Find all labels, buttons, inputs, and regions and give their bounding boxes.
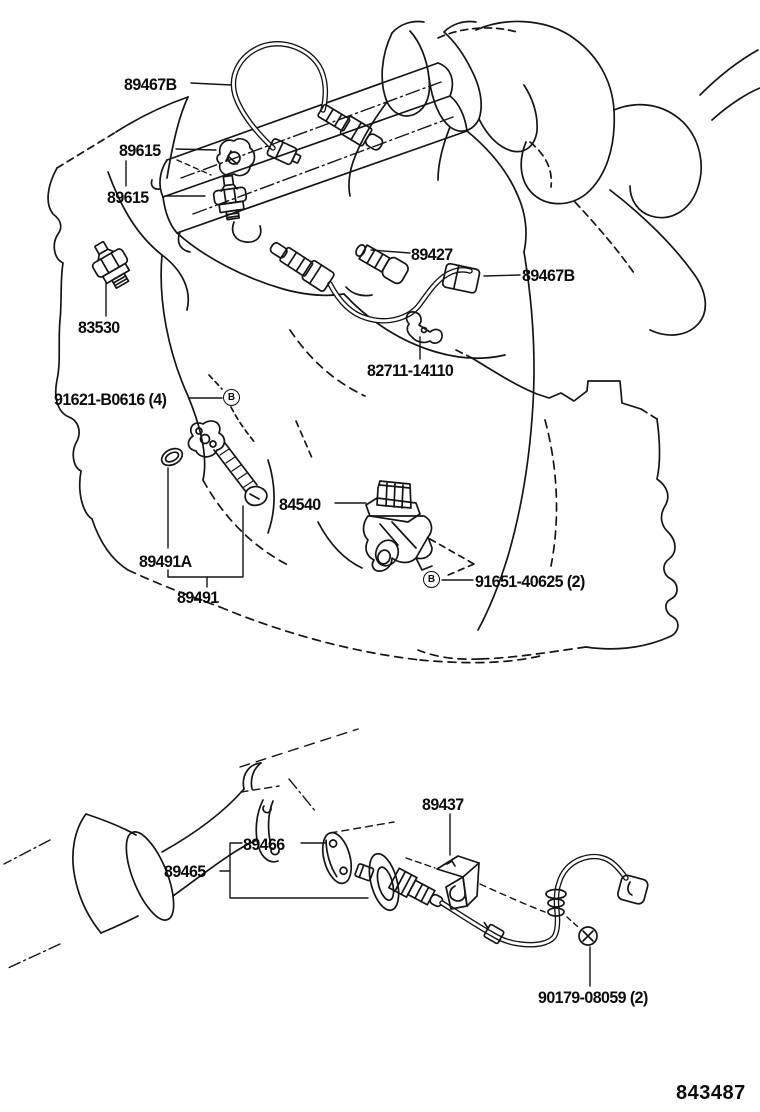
part-label-89491: 89491 — [177, 588, 219, 607]
figure-number: 843487 — [676, 1082, 746, 1104]
bolt-marker-lower: B — [423, 571, 440, 588]
part-label-91621-b0616: 91621-B0616 (4) — [54, 390, 167, 409]
part-label-91651-40625: 91651-40625 (2) — [475, 572, 585, 591]
part-label-89466: 89466 — [243, 835, 285, 854]
part-label-89491a: 89491A — [139, 552, 192, 571]
part-label-89427: 89427 — [411, 245, 453, 264]
part-label-83530: 83530 — [78, 318, 120, 337]
part-label-89465: 89465 — [164, 862, 206, 881]
part-label-89437: 89437 — [422, 795, 464, 814]
bolt-marker-upper: B — [223, 389, 240, 406]
part-label-89467b-mid: 89467B — [522, 266, 575, 285]
part-label-84540: 84540 — [279, 495, 321, 514]
part-label-82711-14110: 82711-14110 — [367, 361, 454, 380]
part-label-89467b-top: 89467B — [124, 75, 177, 94]
part-label-90179-08059: 90179-08059 (2) — [538, 988, 648, 1007]
part-label-89615-lower: 89615 — [107, 188, 149, 207]
part-label-89615-upper: 89615 — [119, 141, 161, 160]
